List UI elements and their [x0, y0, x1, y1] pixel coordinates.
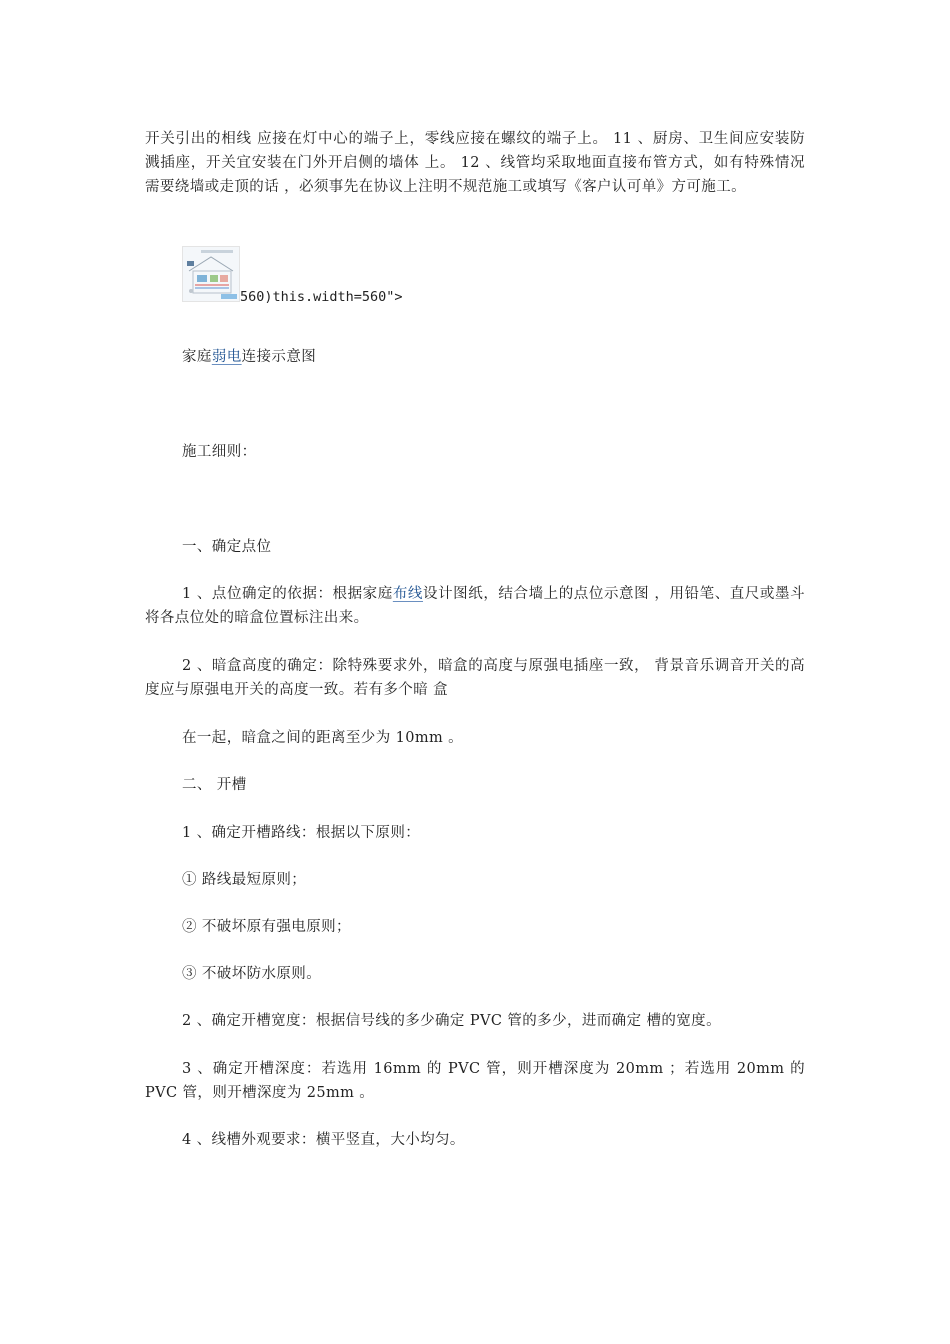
section1-item1-prefix: 1 、点位确定的依据：根据家庭 [182, 586, 393, 602]
intro-paragraph: 开关引出的相线 应接在灯中心的端子上，零线应接在螺纹的端子上。 11 、厨房、卫生间应安装防溅插座，开关宜安装在门外开启侧的墙体 上。 12 、线管均采取地面直接布管方式，如有特殊情况需要绕墙或走顶的话 ，必须事先在协议上注明不规范施工或填写《客户认可单》方可施工。 [145, 131, 805, 195]
caption-prefix: 家庭 [182, 349, 212, 365]
principle-shortest-route: ① 路线最短原则； [182, 872, 307, 888]
section1-item2-continued: 在一起，暗盒之间的距离至少为 10mm 。 [182, 730, 464, 746]
section1-heading: 一、确定点位 [182, 539, 272, 555]
principle-keep-waterproofing: ③ 不破坏防水原则。 [182, 966, 322, 982]
wiring-link[interactable]: 布线 [392, 586, 424, 602]
home-weak-current-diagram-thumbnail[interactable] [182, 246, 240, 302]
section2-item4: 4 、线槽外观要求：横平竖直，大小均匀。 [182, 1132, 465, 1148]
section1-item1-suffix: 设计图纸，结合墙上的点位示意图 ，用铅笔、直尺或墨斗将各点位处的暗盒位置标注出来。 [145, 586, 805, 626]
diagram-thumbnail-graphic [183, 247, 239, 301]
section2-item3: 3 、确定开槽深度：若选用 16mm 的 PVC 管，则开槽深度为 20mm ；若选用 20mm 的 PVC 管，则开槽深度为 25mm 。 [145, 1061, 805, 1101]
caption-suffix: 连接示意图 [241, 349, 317, 365]
section2-heading: 二、 开槽 [182, 777, 247, 793]
weak-current-link[interactable]: 弱电 [211, 349, 242, 365]
broken-image-code-fragment: 560)this.width=560"> [240, 289, 403, 305]
section2-item2: 2 、确定开槽宽度：根据信号线的多少确定 PVC 管的多少，进而确定 槽的宽度。 [182, 1013, 721, 1029]
section1-item1 [145, 582, 805, 630]
principle-keep-power-lines: ② 不破坏原有强电原则； [182, 919, 351, 935]
section1-item2: 2 、暗盒高度的确定：除特殊要求外，暗盒的高度与原强电插座一致， 背景音乐调音开关的高度应与原强电开关的高度一致。若有多个暗 盒 [145, 658, 805, 698]
section2-item1: 1 、确定开槽路线：根据以下原则： [182, 825, 421, 841]
figure-caption [182, 345, 805, 369]
construction-rules-heading: 施工细则： [182, 444, 257, 460]
